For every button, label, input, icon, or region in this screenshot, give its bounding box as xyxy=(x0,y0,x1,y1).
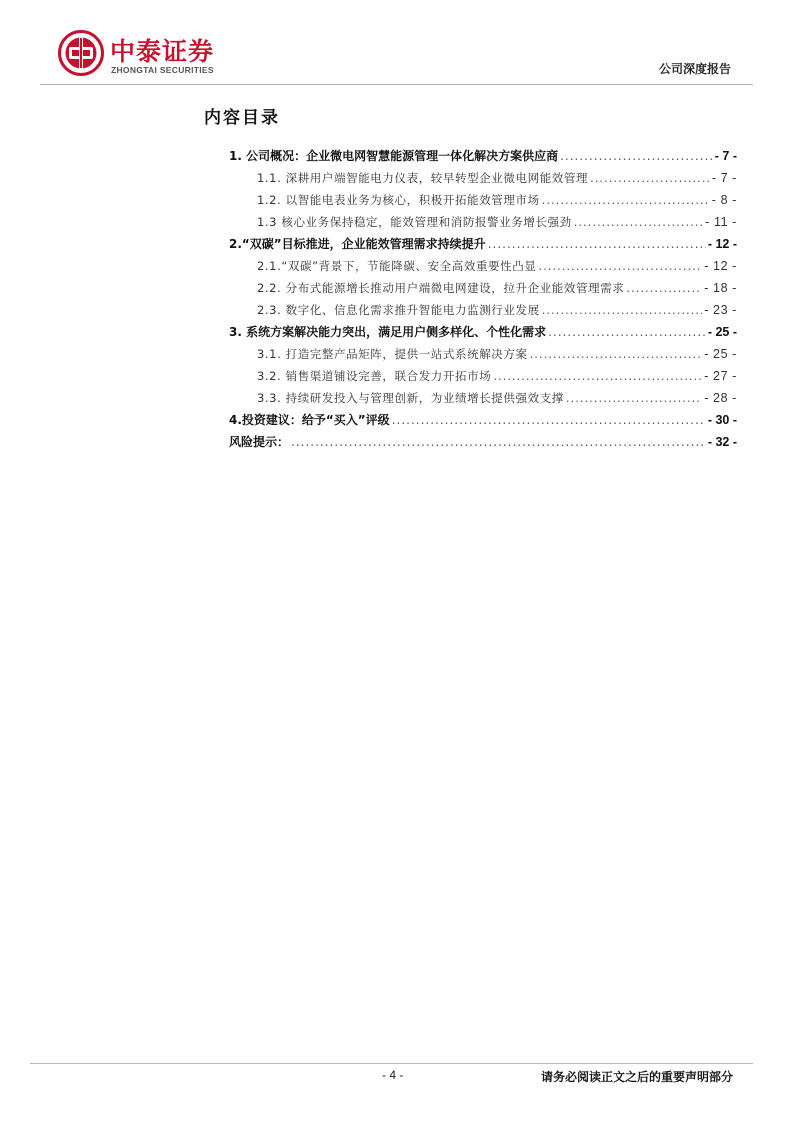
brand-name-cn: 中泰证券 xyxy=(110,37,215,66)
header-divider xyxy=(40,84,753,85)
toc-entry[interactable] xyxy=(229,189,737,211)
toc-leader-dots xyxy=(493,365,702,387)
toc-entry-page: - 8 - xyxy=(711,193,737,207)
page-number: - 4 - xyxy=(382,1068,404,1082)
toc-entry[interactable] xyxy=(229,343,737,365)
toc-entry[interactable] xyxy=(229,167,737,189)
zhongtai-logo-icon xyxy=(58,30,104,76)
toc-entry-title: 1. 公司概况：企业微电网智慧能源管理一体化解决方案供应商 xyxy=(229,149,559,163)
toc-entry-page: - 23 - xyxy=(704,303,737,317)
toc-entry-page: - 7 - xyxy=(711,171,737,185)
toc-entry-page: - 27 - xyxy=(704,369,737,383)
toc-leader-dots xyxy=(548,321,706,343)
toc-entry-page: - 32 - xyxy=(707,435,737,449)
toc-entry-page: - 7 - xyxy=(714,149,737,163)
toc-entry[interactable] xyxy=(229,387,737,409)
toc-entry-title: 2.3. 数字化、信息化需求推升智能电力监测行业发展 xyxy=(257,303,540,317)
toc-entry-title: 4.投资建议：给予“买入”评级 xyxy=(229,413,390,427)
toc-entry-title: 2.1.“双碳”背景下，节能降碳、安全高效重要性凸显 xyxy=(257,259,537,273)
toc-entry-page: - 12 - xyxy=(707,237,737,251)
toc-entry[interactable] xyxy=(229,409,737,431)
toc-leader-dots xyxy=(574,211,703,233)
toc-leader-dots xyxy=(291,431,706,453)
toc-entry[interactable] xyxy=(229,277,737,299)
toc-leader-dots xyxy=(488,233,706,255)
toc-entry-title: 3. 系统方案解决能力突出，满足用户侧多样化、个性化需求 xyxy=(229,325,547,339)
toc-entry-page: - 12 - xyxy=(704,259,737,273)
table-of-contents xyxy=(229,145,737,453)
toc-leader-dots xyxy=(530,343,703,365)
toc-entry-title: 3.3. 持续研发投入与管理创新，为业绩增长提供强效支撑 xyxy=(257,391,564,405)
toc-leader-dots xyxy=(566,387,702,409)
toc-entry[interactable] xyxy=(229,211,737,233)
toc-entry-title: 1.2. 以智能电表业务为核心，积极开拓能效管理市场 xyxy=(257,193,540,207)
toc-entry-page: - 25 - xyxy=(707,325,737,339)
toc-entry[interactable] xyxy=(229,145,737,167)
toc-leader-dots xyxy=(626,277,702,299)
toc-leader-dots xyxy=(590,167,710,189)
brand-name-en: ZHONGTAI SECURITIES xyxy=(111,65,214,75)
footer-divider xyxy=(30,1063,753,1064)
company-logo xyxy=(58,30,248,80)
toc-entry-page: - 25 - xyxy=(704,347,737,361)
toc-entry-page: - 18 - xyxy=(704,281,737,295)
toc-leader-dots xyxy=(542,189,710,211)
toc-entry[interactable] xyxy=(229,233,737,255)
toc-entry-title: 1.1. 深耕用户端智能电力仪表，较早转型企业微电网能效管理 xyxy=(257,171,589,185)
toc-leader-dots xyxy=(392,409,706,431)
toc-entry-title: 2.2. 分布式能源增长推动用户端微电网建设，拉升企业能效管理需求 xyxy=(257,281,625,295)
toc-leader-dots xyxy=(542,299,703,321)
toc-entry[interactable] xyxy=(229,365,737,387)
toc-entry-page: - 11 - xyxy=(705,215,737,229)
toc-title: 内容目录 xyxy=(204,108,280,128)
toc-entry-title: 风险提示： xyxy=(229,435,290,449)
toc-entry-title: 2.“双碳”目标推进，企业能效管理需求持续提升 xyxy=(229,237,486,251)
toc-entry[interactable] xyxy=(229,255,737,277)
toc-entry-title: 3.1. 打造完整产品矩阵，提供一站式系统解决方案 xyxy=(257,347,528,361)
toc-entry[interactable] xyxy=(229,299,737,321)
toc-leader-dots xyxy=(560,145,713,167)
toc-entry[interactable] xyxy=(229,321,737,343)
toc-entry-page: - 30 - xyxy=(707,413,737,427)
toc-entry-title: 1.3 核心业务保持稳定，能效管理和消防报警业务增长强劲 xyxy=(257,215,572,229)
footer-disclaimer: 请务必阅读正文之后的重要声明部分 xyxy=(540,1070,733,1084)
report-type-label: 公司深度报告 xyxy=(658,62,731,76)
toc-entry[interactable] xyxy=(229,431,737,453)
toc-entry-title: 3.2. 销售渠道铺设完善，联合发力开拓市场 xyxy=(257,369,492,383)
toc-leader-dots xyxy=(538,255,702,277)
toc-entry-page: - 28 - xyxy=(704,391,737,405)
